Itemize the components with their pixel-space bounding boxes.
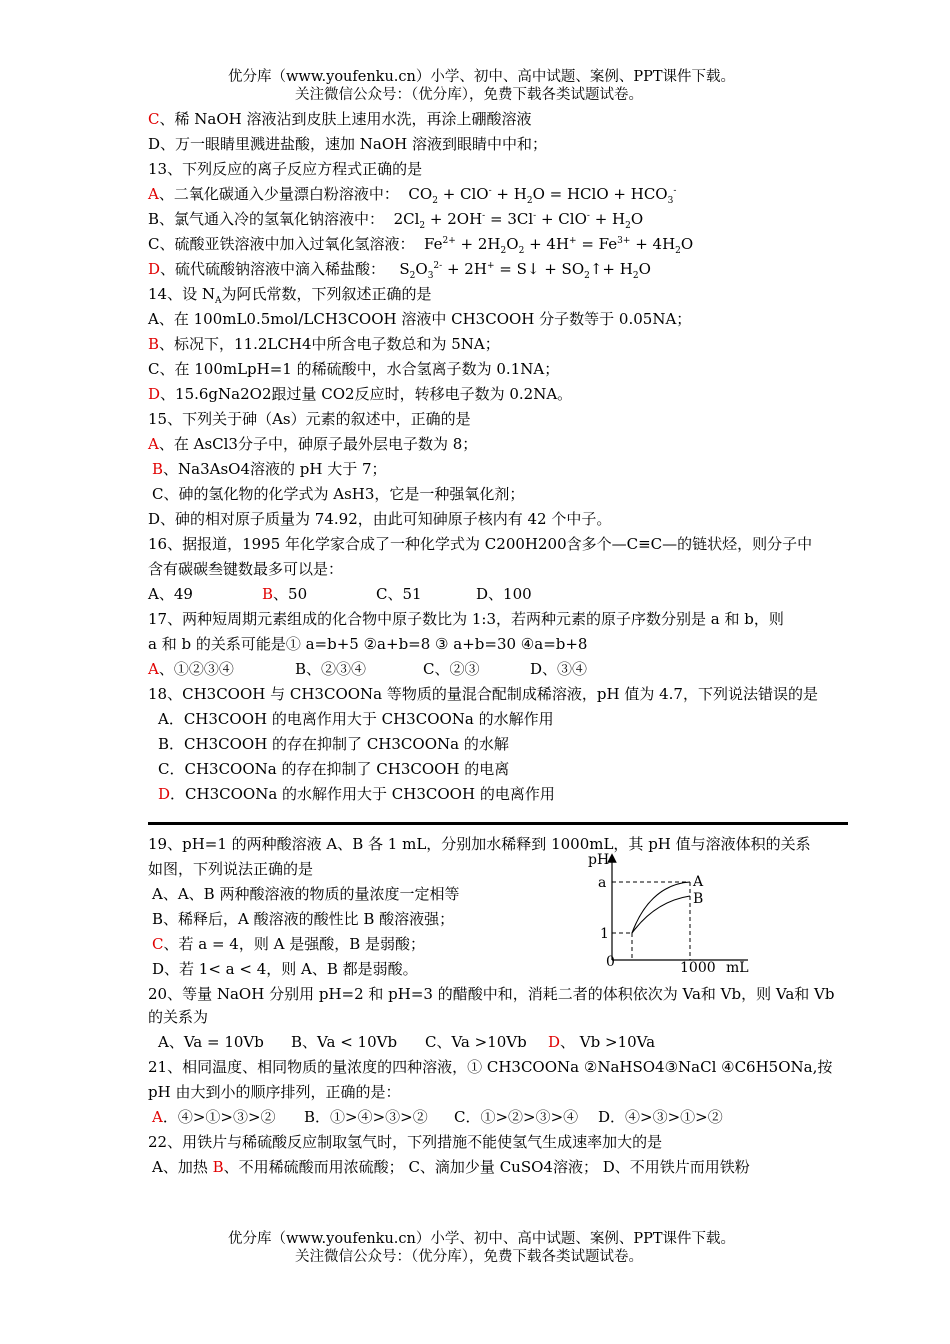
- q15-option-d: D、砷的相对原子质量为 74.92，由此可知砷原子核内有 42 个中子。: [148, 510, 612, 528]
- header-line-1: 优分库（www.youfenku.cn）小学、初中、高中试题、案例、PPT课件下载。: [228, 69, 736, 85]
- q14-stem-sub: A: [214, 296, 222, 306]
- graph-tick-a: a: [598, 875, 607, 891]
- q13-a-letter: A: [148, 185, 159, 203]
- q15-a-text: 、在 AsCl3分子中，砷原子最外层电子数为 8；: [158, 435, 478, 453]
- q17-option-d: D、③④: [530, 660, 588, 678]
- q14-option-d: [148, 385, 572, 403]
- q13-option-a: [148, 185, 677, 206]
- q16-b-text: 、50: [273, 585, 308, 603]
- q15-option-a: [148, 435, 477, 453]
- q22-d-text: D、不用铁片而用铁粉: [602, 1158, 750, 1176]
- q13-d-text: 、硫代硫酸钠溶液中滴入稀盐酸：: [160, 260, 386, 278]
- q12-option-d: D、万一眼睛里溅进盐酸，速加 NaOH 溶液到眼睛中中和；: [148, 135, 548, 153]
- q22-stem: 22、用铁片与稀硫酸反应制取氢气时，下列措施不能使氢气生成速率加大的是: [148, 1133, 663, 1151]
- q16-stem-1: 16、据报道，1995 年化学家合成了一种化学式为 C200H200含多个—C≡C—的链状烃，则分子中: [148, 535, 813, 553]
- curve-a: [632, 882, 690, 933]
- q13-a-text: 、二氧化碳通入少量漂白粉溶液中：: [158, 185, 399, 203]
- q19-option-a: A、A、B 两种酸溶液的物质的量浓度一定相等: [152, 885, 460, 903]
- q14-stem-post: 为阿氏常数，下列叙述正确的是: [221, 285, 432, 303]
- q17-a-letter: A: [148, 660, 159, 678]
- q19-stem-1: 19、pH=1 的两种酸溶液 A、B 各 1 mL，分别加水稀释到 1000mL，其 pH 值与溶液体积的关系: [148, 835, 811, 853]
- graph-tick-1: 1: [600, 926, 609, 942]
- q13-d-letter: D: [148, 260, 161, 278]
- q18-option-b: B．CH3COOH 的存在抑制了 CH3COONa 的水解: [158, 735, 509, 753]
- q12-c-text: 、稀 NaOH 溶液沾到皮肤上速用水洗，再涂上硼酸溶液: [159, 110, 532, 128]
- graph-curve-b-label: B: [693, 891, 704, 907]
- q13-option-d: [148, 260, 651, 281]
- q19-option-d: D、若 1< a < 4，则 A、B 都是弱酸。: [152, 960, 418, 978]
- q15-option-c: C、砷的氢化物的化学式为 AsH3，它是一种强氧化剂；: [152, 485, 525, 503]
- q20-d-text: 、 Vb >10Va: [560, 1033, 656, 1051]
- q19-stem-2: 如图，下列说法正确的是: [148, 860, 314, 878]
- q20-option-b: B、Va < 10Vb: [291, 1033, 398, 1051]
- q14-stem: [148, 285, 432, 306]
- q18-d-letter: D: [158, 785, 171, 803]
- footer-line-2: 关注微信公众号：（优分库），免费下载各类试题试卷。: [295, 1249, 643, 1265]
- q13-b-text: B、氯气通入冷的氢氧化钠溶液中：: [148, 210, 385, 228]
- q13-c-equation: $Fe^{2+} + 2H_2O_2 + 4H^+ = Fe^{3+} + 4H_2O$: [419, 235, 694, 256]
- q13-c-text: C、硫酸亚铁溶液中加入过氧化氢溶液：: [148, 235, 415, 253]
- q21-stem-2: pH 由大到小的顺序排列，正确的是：: [148, 1083, 401, 1101]
- q17-option-b: B、②③④: [295, 660, 367, 678]
- q18-stem: 18、CH3COOH 与 CH3COONa 等物质的量混合配制成稀溶液，pH 值为 4.7，下列说法错误的是: [148, 685, 818, 703]
- q21-a-letter: A: [152, 1108, 163, 1126]
- graph-curve-a-label: A: [693, 874, 704, 890]
- q22-b-text: 、不用稀硫酸而用浓硫酸；: [223, 1158, 404, 1176]
- q13-a-equation: $CO_2 + ClO^- + H_2O$ = HClO + $HCO_3^-$: [403, 185, 677, 206]
- q14-option-b: [148, 335, 500, 353]
- q21-option-b: B．①>④>③>②: [304, 1108, 428, 1126]
- q21-option-a: [152, 1108, 276, 1126]
- footer-line-1: 优分库（www.youfenku.cn）小学、初中、高中试题、案例、PPT课件下载。: [228, 1231, 736, 1247]
- q22-options: [152, 1158, 750, 1176]
- q20-option-c: C、Va >10Vb: [425, 1033, 527, 1051]
- q21-option-d: D．④>③>①>②: [598, 1108, 723, 1126]
- q20-d-letter: D: [548, 1033, 561, 1051]
- q22-b-letter: B: [212, 1158, 224, 1176]
- header-line-2: 关注微信公众号：（优分库），免费下载各类试题试卷。: [295, 87, 643, 103]
- q15-stem: 15、下列关于砷（As）元素的叙述中，正确的是: [148, 410, 471, 428]
- q14-d-letter: D: [148, 385, 161, 403]
- q21-stem-1: 21、相同温度、相同物质的量浓度的四种溶液，① CH3COONa ②NaHSO4③NaCl ④C6H5ONa,按: [148, 1058, 833, 1076]
- q13-d-equation: $S_2O_3^{2-} + 2H^+$ = S↓ + $SO_2↑+ H_2O$: [389, 260, 651, 281]
- q15-option-b: [152, 460, 387, 478]
- q16-b-letter: B: [262, 585, 274, 603]
- q18-option-a: A．CH3COOH 的电离作用大于 CH3COONa 的水解作用: [158, 710, 554, 728]
- q13-option-b: [148, 210, 644, 231]
- q14-d-text: 、15.6gNa2O2跟过量 CO2反应时，转移电子数为 0.2NA。: [160, 385, 573, 403]
- graph-origin: 0: [606, 954, 615, 970]
- q19-ph-graph: [580, 848, 780, 978]
- q14-b-letter: B: [148, 335, 160, 353]
- q13-b-equation: $2Cl_2 + 2OH^- = 3Cl^- + ClO^- + H_2O$: [388, 210, 644, 231]
- graph-tick-1000: 1000: [680, 960, 716, 976]
- q16-stem-2: 含有碳碳叁键数最多可以是：: [148, 560, 344, 578]
- q12-option-c: [148, 110, 531, 128]
- section-divider: [148, 822, 848, 825]
- q21-option-c: C．①>②>③>④: [454, 1108, 579, 1126]
- q16-option-c: C、51: [376, 585, 422, 603]
- q18-option-c: C．CH3COONa 的存在抑制了 CH3COOH 的电离: [158, 760, 510, 778]
- q19-c-text: 、若 a = 4，则 A 是强酸，B 是弱酸；: [163, 935, 426, 953]
- q14-option-c: C、在 100mLpH=1 的稀硫酸中，水合氢离子数为 0.1NA；: [148, 360, 560, 378]
- q17-option-a: [148, 660, 234, 678]
- q16-option-a: A、49: [148, 585, 193, 603]
- q14-stem-pre: 14、设 N: [148, 285, 215, 303]
- q12-c-letter: C: [148, 110, 160, 128]
- q21-a-text: ．④>①>③>②: [162, 1108, 276, 1126]
- graph-ylabel: pH: [588, 852, 610, 868]
- q19-option-b: B、稀释后，A 酸溶液的酸性比 B 酸溶液强；: [152, 910, 455, 928]
- q20-stem-2: 的关系为: [148, 1008, 209, 1026]
- q18-option-d: [158, 785, 555, 803]
- q16-option-b: [262, 585, 307, 603]
- q16-option-d: D、100: [476, 585, 532, 603]
- q20-option-d: [548, 1033, 655, 1051]
- q22-c-text: C、滴加少量 CuSO4溶液；: [408, 1158, 598, 1176]
- q13-stem: 13、下列反应的离子反应方程式正确的是: [148, 160, 423, 178]
- q15-b-text: 、Na3AsO4溶液的 pH 大于 7；: [163, 460, 387, 478]
- q14-b-text: 、标况下，11.2LCH4中所含电子数总和为 5NA；: [159, 335, 500, 353]
- q18-d-text: ．CH3COONa 的水解作用大于 CH3COOH 的电离作用: [170, 785, 555, 803]
- q20-option-a: A、Va = 10Vb: [158, 1033, 264, 1051]
- q19-c-letter: C: [152, 935, 164, 953]
- q17-a-text: 、①②③④: [158, 660, 234, 678]
- q13-option-c: [148, 235, 694, 256]
- q17-stem-2: a 和 b 的关系可能是① a=b+5 ②a+b=8 ③ a+b=30 ④a=b+8: [148, 635, 588, 653]
- q20-stem-1: 20、等量 NaOH 分别用 pH=2 和 pH=3 的醋酸中和，消耗二者的体积依次为 Va和 Vb，则 Va和 Vb: [148, 985, 835, 1003]
- q15-b-letter: B: [152, 460, 164, 478]
- q15-a-letter: A: [148, 435, 159, 453]
- q14-option-a: A、在 100mL0.5mol/LCH3COOH 溶液中 CH3COOH 分子数等于 0.05NA；: [148, 310, 692, 328]
- graph-xlabel: mL: [726, 960, 749, 976]
- q22-a-text: A、加热: [152, 1158, 208, 1176]
- q17-stem-1: 17、两种短周期元素组成的化合物中原子数比为 1:3，若两种元素的原子序数分别是 a 和 b，则: [148, 610, 784, 628]
- q19-option-c: [152, 935, 425, 953]
- q17-option-c: C、②③: [423, 660, 480, 678]
